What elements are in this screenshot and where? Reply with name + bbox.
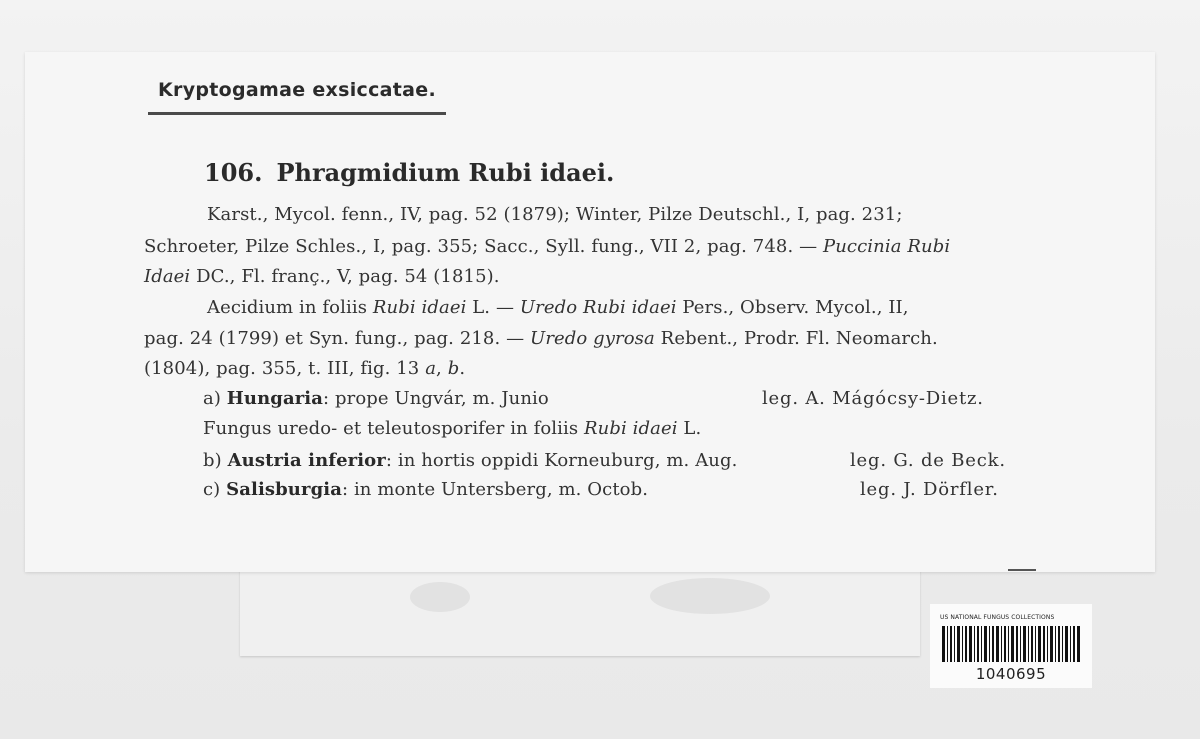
collector-a: leg. A. Mágócsy-Dietz. <box>762 388 984 409</box>
locality-region: Salisburgia <box>226 479 342 500</box>
citation-line-2 <box>144 236 950 257</box>
exsiccata-number: 106. <box>204 158 263 187</box>
barcode-collection-name: US NATIONAL FUNGUS COLLECTIONS <box>940 614 1055 621</box>
locality-a <box>203 388 549 409</box>
note-text: L. <box>677 418 702 439</box>
spore-note <box>203 418 701 439</box>
figure-letter: b <box>447 358 460 379</box>
citation-line-4 <box>207 297 909 318</box>
barcode-number: 1040695 <box>975 665 1047 683</box>
citation-line-6 <box>144 358 465 379</box>
collector-c: leg. J. Dörfler. <box>860 479 999 500</box>
citation-text: Pers., Observ. Mycol., II, <box>676 297 909 318</box>
species-name: Phragmidium Rubi idaei. <box>276 158 615 187</box>
barcode-bars <box>942 626 1080 662</box>
series-title: Kryptogamae exsiccatae. <box>158 79 436 101</box>
barcode-label <box>930 604 1092 688</box>
citation-text: L. — <box>466 297 520 318</box>
figure-letter: a <box>425 358 437 379</box>
locality-marker: a) <box>203 388 227 409</box>
citation-line-3 <box>144 266 500 287</box>
citation-text: . <box>459 358 466 379</box>
paper-stain <box>650 578 770 614</box>
locality-marker: b) <box>203 450 228 471</box>
edge-mark <box>1008 569 1036 571</box>
locality-marker: c) <box>203 479 227 500</box>
locality-text: : in monte Untersberg, m. Octob. <box>341 479 649 500</box>
locality-text: : prope Ungvár, m. Junio <box>323 388 549 409</box>
locality-c <box>203 479 648 500</box>
citation-text: (1804), pag. 355, t. III, fig. 13 <box>144 358 426 379</box>
locality-b <box>203 450 737 471</box>
synonym-name: Puccinia Rubi <box>823 236 951 257</box>
lower-paper-strip <box>240 560 920 656</box>
citation-text: pag. 24 (1799) et Syn. fung., pag. 218. — <box>144 328 531 349</box>
host-name: Rubi idaei <box>584 418 678 439</box>
note-text: Fungus uredo- et teleutosporifer in foliis <box>203 418 585 439</box>
series-title-underline <box>148 112 446 115</box>
citation-text: Aecidium in foliis <box>207 297 373 318</box>
synonym-name: Idaei <box>144 266 191 287</box>
citation-text: , <box>436 358 448 379</box>
citation-text: Schroeter, Pilze Schles., I, pag. 355; Sacc., Syll. fung., VII 2, pag. 748. — <box>144 236 824 257</box>
citation-text: DC., Fl. franç., V, pag. 54 (1815). <box>190 266 500 287</box>
citation-text: Karst., Mycol. fenn., IV, pag. 52 (1879); Winter, Pilze Deutschl., I, pag. 231; <box>207 204 903 225</box>
collector-b: leg. G. de Beck. <box>850 450 1006 471</box>
citation-text: Rebent., Prodr. Fl. Neomarch. <box>654 328 938 349</box>
host-name: Rubi idaei <box>372 297 467 318</box>
species-heading <box>204 158 614 187</box>
locality-region: Austria inferior <box>227 450 386 471</box>
locality-region: Hungaria <box>226 388 323 409</box>
citation-line-5 <box>144 328 938 349</box>
locality-text: : in hortis oppidi Korneuburg, m. Aug. <box>385 450 738 471</box>
paper-stain <box>410 582 470 612</box>
synonym-name: Uredo Rubi idaei <box>519 297 677 318</box>
citation-line-1 <box>207 204 903 225</box>
synonym-name: Uredo gyrosa <box>530 328 655 349</box>
